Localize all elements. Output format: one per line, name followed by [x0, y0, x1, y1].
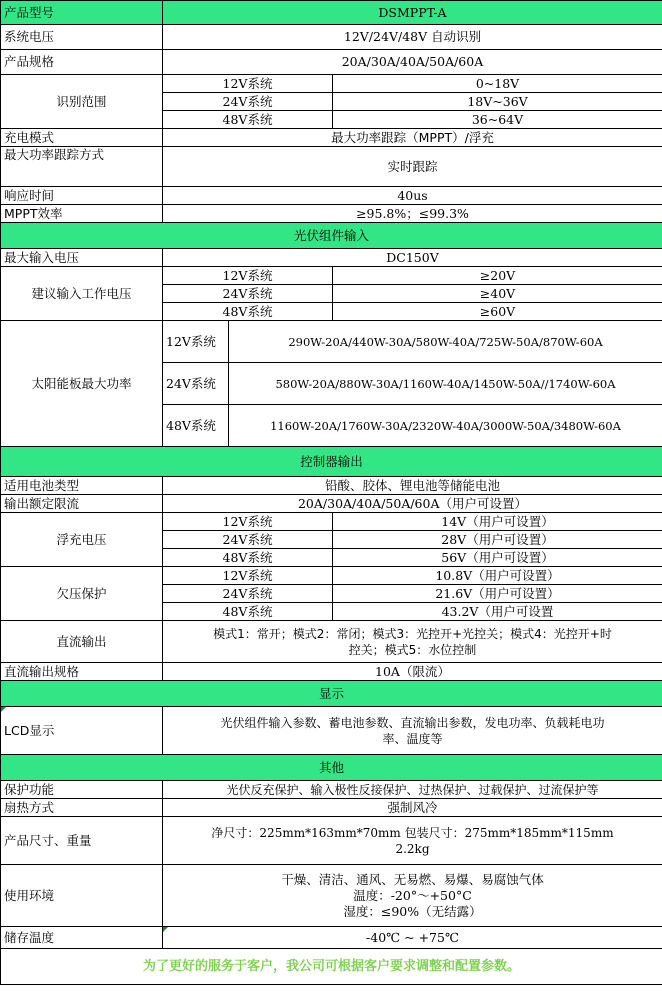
cooling-row [1, 799, 662, 817]
protection-value: 光伏反充保护、输入极性反接保护、过热保护、过载保护、过流保护等 [163, 781, 662, 799]
lcd-line: 光伏组件输入参数、蓄电池参数、直流输出参数，发电功率、负载耗电功 [220, 715, 605, 730]
max-input-label: 最大输入电压 [1, 249, 163, 267]
environment-line: 湿度：≤90%（无结露） [343, 903, 482, 919]
suggested-system: 24V系统 [163, 285, 333, 303]
spec-label: 产品规格 [1, 50, 163, 75]
float-label: 浮充电压 [1, 513, 163, 567]
other-heading: 其他 [1, 755, 662, 781]
float-value: 28V（用户可设置） [333, 531, 662, 549]
section-header [1, 223, 662, 249]
lcd-value [163, 707, 662, 755]
model-value: DSMPPT-A [163, 1, 662, 25]
tracking-label: 最大功率跟踪方式 [1, 147, 163, 187]
suggested-value: ≥40V [333, 285, 662, 303]
model-label: 产品型号 [1, 1, 163, 25]
system-voltage-value: 12V/24V/48V 自动识别 [163, 25, 662, 50]
protection-row [1, 781, 662, 799]
battery-type-row [1, 477, 662, 495]
recognition-system: 24V系统 [163, 93, 333, 111]
environment-line: 干燥、清洁、通风、无易燃、易爆、易腐蚀气体 [281, 871, 544, 887]
response-label: 响应时间 [1, 187, 163, 205]
float-value: 14V（用户可设置） [333, 513, 662, 531]
panel-power-value: 290W-20A/440W-30A/580W-40A/725W-50A/870W-60A [229, 321, 662, 363]
size-label: 产品尺寸、重量 [1, 817, 163, 865]
dc-output-value [163, 621, 662, 663]
section-header [1, 755, 662, 781]
pv-input-heading: 光伏组件输入 [1, 223, 662, 249]
efficiency-label: MPPT效率 [1, 205, 163, 223]
max-input-row [1, 249, 662, 267]
lcd-row [1, 707, 662, 755]
controller-output-heading: 控制器输出 [1, 447, 662, 477]
section-header [1, 681, 662, 707]
size-line: 2.2kg [395, 841, 430, 856]
response-value: 40us [163, 187, 662, 205]
recognition-system: 48V系统 [163, 111, 333, 129]
cooling-value: 强制风冷 [163, 799, 662, 817]
undervoltage-system: 48V系统 [163, 603, 333, 621]
size-value [163, 817, 662, 865]
environment-row [1, 865, 662, 927]
undervoltage-system: 24V系统 [163, 585, 333, 603]
storage-row [1, 927, 662, 949]
efficiency-row [1, 205, 662, 223]
recognition-value: 0~18V [333, 75, 662, 93]
size-line: 净尺寸：225mm*163mm*70mm 包装尺寸：275mm*185mm*115mm [211, 825, 614, 840]
dc-output-label: 直流输出 [1, 621, 163, 663]
undervoltage-label: 欠压保护 [1, 567, 163, 621]
lcd-label: LCD显示 [1, 707, 163, 755]
size-row [1, 817, 662, 865]
suggested-system: 12V系统 [163, 267, 333, 285]
cooling-label: 扇热方式 [1, 799, 163, 817]
rated-current-row [1, 495, 662, 513]
suggested-system: 48V系统 [163, 303, 333, 321]
suggested-value: ≥20V [333, 267, 662, 285]
protection-label: 保护功能 [1, 781, 163, 799]
lcd-line: 率、温度等 [382, 731, 443, 746]
float-system: 48V系统 [163, 549, 333, 567]
environment-label: 使用环境 [1, 865, 163, 927]
dc-spec-value: 10A（限流） [163, 663, 662, 681]
storage-label: 储存温度 [1, 927, 163, 949]
undervoltage-system: 12V系统 [163, 567, 333, 585]
panel-power-system: 24V系统 [163, 363, 229, 405]
panel-power-row [1, 321, 662, 363]
dc-output-line: 模式1：常开；模式2：常闭；模式3：光控开+光控关；模式4：光控开+时 [213, 626, 612, 641]
system-voltage-label: 系统电压 [1, 25, 163, 50]
recognition-value: 18V~36V [333, 93, 662, 111]
float-system: 24V系统 [163, 531, 333, 549]
model-row [1, 1, 662, 25]
undervoltage-value: 21.6V（用户可设置） [333, 585, 662, 603]
undervoltage-value: 10.8V（用户可设置） [333, 567, 662, 585]
recognition-value: 36~64V [333, 111, 662, 129]
panel-power-system: 12V系统 [163, 321, 229, 363]
suggested-value: ≥60V [333, 303, 662, 321]
system-voltage-row [1, 25, 662, 50]
footer-note: 为了更好的服务于客户，我公司可根据客户要求调整和配置参数。 [1, 949, 662, 985]
dc-output-line: 控关；模式5：水位控制 [348, 642, 477, 657]
dc-spec-label: 直流输出规格 [1, 663, 163, 681]
suggested-label: 建议输入工作电压 [1, 267, 163, 321]
panel-power-label: 太阳能板最大功率 [1, 321, 163, 447]
undervoltage-row [1, 567, 662, 585]
charge-mode-label: 充电模式 [1, 129, 163, 147]
tracking-row [1, 147, 662, 187]
undervoltage-value: 43.2V（用户可设置 [333, 603, 662, 621]
spec-value: 20A/30A/40A/50A/60A [163, 50, 662, 75]
efficiency-value: ≥95.8%；≤99.3% [163, 205, 662, 223]
battery-type-value: 铅酸、胶体、锂电池等储能电池 [163, 477, 662, 495]
recognition-label: 识别范围 [1, 75, 163, 129]
section-header [1, 447, 662, 477]
display-heading: 显示 [1, 681, 662, 707]
rated-current-label: 输出额定限流 [1, 495, 163, 513]
panel-power-value: 580W-20A/880W-30A/1160W-40A/1450W-50A//1740W-60A [229, 363, 662, 405]
max-input-value: DC150V [163, 249, 662, 267]
panel-power-system: 48V系统 [163, 405, 229, 447]
environment-value [163, 865, 662, 927]
charge-mode-value: 最大功率跟踪（MPPT）/浮充 [163, 129, 662, 147]
float-system: 12V系统 [163, 513, 333, 531]
spec-row [1, 50, 662, 75]
rated-current-value: 20A/30A/40A/50A/60A（用户可设置） [163, 495, 662, 513]
recognition-row [1, 75, 662, 93]
panel-power-value: 1160W-20A/1760W-30A/2320W-40A/3000W-50A/3480W-60A [229, 405, 662, 447]
suggested-row [1, 267, 662, 285]
float-row [1, 513, 662, 531]
recognition-system: 12V系统 [163, 75, 333, 93]
charge-mode-row [1, 129, 662, 147]
dc-spec-row [1, 663, 662, 681]
environment-line: 温度：-20°～+50°C [353, 887, 472, 903]
storage-value: -40℃ ~ +75℃ [163, 927, 662, 949]
tracking-value: 实时跟踪 [163, 147, 662, 187]
battery-type-label: 适用电池类型 [1, 477, 163, 495]
float-value: 56V（用户可设置） [333, 549, 662, 567]
footer-row [1, 949, 662, 985]
response-row [1, 187, 662, 205]
dc-output-row [1, 621, 662, 663]
